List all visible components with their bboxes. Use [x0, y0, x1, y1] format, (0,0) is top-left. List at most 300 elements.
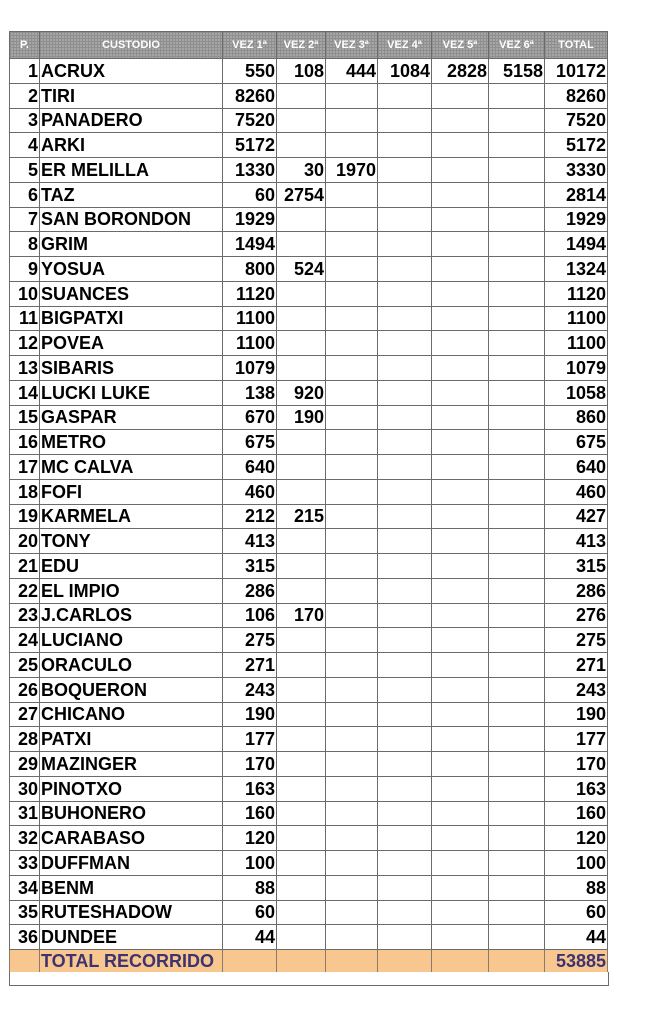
cell-vez-5	[432, 752, 489, 777]
cell-position: 5	[10, 158, 40, 183]
table-row	[10, 356, 608, 381]
cell-position: 21	[10, 554, 40, 579]
cell-vez-1: 1079	[223, 356, 277, 381]
cell-total: 1324	[545, 257, 608, 282]
header-vez-4: VEZ 4ª	[378, 32, 432, 59]
cell-vez-3	[326, 628, 378, 653]
cell-vez-2	[277, 331, 326, 356]
cell-custodio: CARABASO	[40, 826, 223, 851]
table-row	[10, 826, 608, 851]
cell-total: 163	[545, 776, 608, 801]
cell-vez-1: 1100	[223, 331, 277, 356]
cell-vez-6	[489, 702, 545, 727]
cell-position: 15	[10, 405, 40, 430]
cell-vez-4	[378, 603, 432, 628]
table-row	[10, 83, 608, 108]
cell-vez-1: 675	[223, 430, 277, 455]
cell-total: 276	[545, 603, 608, 628]
cell-vez-4	[378, 554, 432, 579]
cell-vez-3	[326, 653, 378, 678]
cell-custodio: BIGPATXI	[40, 306, 223, 331]
cell-position: 3	[10, 108, 40, 133]
cell-position: 17	[10, 455, 40, 480]
cell-vez-6	[489, 257, 545, 282]
table-row	[10, 900, 608, 925]
cell-custodio: BENM	[40, 875, 223, 900]
cell-custodio: YOSUA	[40, 257, 223, 282]
cell-vez-2	[277, 727, 326, 752]
cell-custodio: GRIM	[40, 232, 223, 257]
footer-vez-6-blank	[489, 950, 545, 974]
cell-vez-1: 1100	[223, 306, 277, 331]
footer-total-label: TOTAL RECORRIDO	[40, 950, 223, 974]
cell-position: 20	[10, 529, 40, 554]
cell-total: 1494	[545, 232, 608, 257]
cell-vez-3: 1970	[326, 158, 378, 183]
cell-total: 413	[545, 529, 608, 554]
cell-vez-6	[489, 653, 545, 678]
table-row	[10, 529, 608, 554]
cell-vez-5	[432, 133, 489, 158]
cell-vez-6	[489, 776, 545, 801]
cell-vez-6: 5158	[489, 59, 545, 84]
cell-vez-6	[489, 232, 545, 257]
cell-position: 36	[10, 925, 40, 950]
cell-vez-5	[432, 776, 489, 801]
cell-custodio: MC CALVA	[40, 455, 223, 480]
cell-position: 27	[10, 702, 40, 727]
cell-vez-5	[432, 331, 489, 356]
cell-vez-1: 160	[223, 801, 277, 826]
cell-vez-2	[277, 653, 326, 678]
cell-vez-2	[277, 826, 326, 851]
cell-vez-6	[489, 430, 545, 455]
footer-total-value: 53885	[545, 950, 608, 974]
cell-vez-1: 413	[223, 529, 277, 554]
cell-vez-3	[326, 578, 378, 603]
cell-vez-4	[378, 182, 432, 207]
cell-vez-4	[378, 776, 432, 801]
cell-total: 1058	[545, 380, 608, 405]
cell-position: 33	[10, 851, 40, 876]
cell-vez-4	[378, 801, 432, 826]
cell-position: 31	[10, 801, 40, 826]
table-row	[10, 603, 608, 628]
cell-vez-5	[432, 727, 489, 752]
cell-position: 10	[10, 281, 40, 306]
cell-vez-3	[326, 925, 378, 950]
cell-vez-2: 920	[277, 380, 326, 405]
cell-vez-5	[432, 875, 489, 900]
cell-vez-2	[277, 925, 326, 950]
cell-vez-2: 170	[277, 603, 326, 628]
cell-position: 9	[10, 257, 40, 282]
table-row	[10, 752, 608, 777]
cell-vez-6	[489, 455, 545, 480]
cell-vez-6	[489, 405, 545, 430]
cell-position: 23	[10, 603, 40, 628]
cell-custodio: MAZINGER	[40, 752, 223, 777]
cell-custodio: PATXI	[40, 727, 223, 752]
cell-vez-1: 163	[223, 776, 277, 801]
cell-vez-4	[378, 875, 432, 900]
cell-vez-4	[378, 356, 432, 381]
cell-vez-2	[277, 851, 326, 876]
cell-total: 1100	[545, 331, 608, 356]
cell-vez-1: 7520	[223, 108, 277, 133]
cell-custodio: TONY	[40, 529, 223, 554]
cell-vez-3	[326, 331, 378, 356]
cell-custodio: J.CARLOS	[40, 603, 223, 628]
cell-vez-4	[378, 430, 432, 455]
cell-vez-6	[489, 603, 545, 628]
cell-vez-6	[489, 281, 545, 306]
table-row	[10, 455, 608, 480]
cell-vez-1: 190	[223, 702, 277, 727]
cell-vez-4	[378, 900, 432, 925]
table-row	[10, 628, 608, 653]
table-bottom-frame	[9, 972, 609, 986]
cell-total: 1120	[545, 281, 608, 306]
table-row	[10, 108, 608, 133]
cell-vez-2	[277, 801, 326, 826]
cell-custodio: POVEA	[40, 331, 223, 356]
cell-total: 315	[545, 554, 608, 579]
cell-custodio: ARKI	[40, 133, 223, 158]
cell-custodio: EDU	[40, 554, 223, 579]
cell-vez-3	[326, 380, 378, 405]
cell-vez-5	[432, 925, 489, 950]
cell-vez-5	[432, 677, 489, 702]
cell-vez-1: 100	[223, 851, 277, 876]
cell-vez-3	[326, 479, 378, 504]
cell-vez-4	[378, 925, 432, 950]
cell-vez-3: 444	[326, 59, 378, 84]
cell-vez-5	[432, 380, 489, 405]
cell-vez-2	[277, 677, 326, 702]
cell-total: 120	[545, 826, 608, 851]
cell-vez-6	[489, 727, 545, 752]
cell-vez-4	[378, 702, 432, 727]
cell-vez-2	[277, 108, 326, 133]
cell-custodio: BUHONERO	[40, 801, 223, 826]
cell-vez-6	[489, 752, 545, 777]
cell-position: 11	[10, 306, 40, 331]
table-row	[10, 702, 608, 727]
cell-vez-3	[326, 702, 378, 727]
cell-custodio: CHICANO	[40, 702, 223, 727]
cell-total: 1929	[545, 207, 608, 232]
cell-vez-4	[378, 232, 432, 257]
cell-vez-3	[326, 405, 378, 430]
cell-total: 3330	[545, 158, 608, 183]
cell-total: 1079	[545, 356, 608, 381]
cell-vez-3	[326, 529, 378, 554]
header-vez-1: VEZ 1ª	[223, 32, 277, 59]
cell-custodio: ORACULO	[40, 653, 223, 678]
cell-custodio: DUNDEE	[40, 925, 223, 950]
header-custodio: CUSTODIO	[40, 32, 223, 59]
cell-vez-5	[432, 578, 489, 603]
cell-total: 170	[545, 752, 608, 777]
cell-vez-5	[432, 83, 489, 108]
cell-vez-4	[378, 83, 432, 108]
cell-vez-3	[326, 554, 378, 579]
cell-vez-1: 243	[223, 677, 277, 702]
cell-position: 7	[10, 207, 40, 232]
cell-vez-3	[326, 207, 378, 232]
cell-vez-5	[432, 479, 489, 504]
table-row	[10, 232, 608, 257]
cell-vez-6	[489, 356, 545, 381]
cell-vez-4	[378, 306, 432, 331]
cell-vez-3	[326, 306, 378, 331]
cell-vez-3	[326, 504, 378, 529]
footer-vez-2-blank	[277, 950, 326, 974]
table-row	[10, 851, 608, 876]
cell-total: 275	[545, 628, 608, 653]
cell-custodio: LUCIANO	[40, 628, 223, 653]
cell-vez-3	[326, 776, 378, 801]
cell-vez-1: 88	[223, 875, 277, 900]
cell-vez-6	[489, 158, 545, 183]
cell-vez-2: 2754	[277, 182, 326, 207]
cell-vez-3	[326, 232, 378, 257]
cell-vez-5	[432, 430, 489, 455]
table-footer	[10, 950, 608, 974]
cell-vez-2	[277, 356, 326, 381]
cell-vez-6	[489, 801, 545, 826]
cell-vez-5	[432, 653, 489, 678]
cell-vez-5	[432, 257, 489, 282]
cell-vez-5	[432, 356, 489, 381]
table-header	[10, 32, 608, 59]
cell-vez-2	[277, 455, 326, 480]
cell-custodio: SIBARIS	[40, 356, 223, 381]
cell-vez-2	[277, 628, 326, 653]
cell-vez-3	[326, 108, 378, 133]
cell-total: 675	[545, 430, 608, 455]
cell-total: 160	[545, 801, 608, 826]
cell-vez-3	[326, 875, 378, 900]
cell-position: 32	[10, 826, 40, 851]
cell-total: 460	[545, 479, 608, 504]
cell-position: 18	[10, 479, 40, 504]
cell-position: 35	[10, 900, 40, 925]
table-row	[10, 801, 608, 826]
cell-vez-4	[378, 405, 432, 430]
table-row	[10, 430, 608, 455]
cell-vez-4	[378, 380, 432, 405]
cell-vez-2: 215	[277, 504, 326, 529]
footer-vez-5-blank	[432, 950, 489, 974]
cell-vez-6	[489, 900, 545, 925]
cell-vez-5	[432, 504, 489, 529]
cell-vez-4	[378, 133, 432, 158]
cell-vez-6	[489, 331, 545, 356]
table-row	[10, 479, 608, 504]
cell-vez-1: 275	[223, 628, 277, 653]
cell-custodio: KARMELA	[40, 504, 223, 529]
table-row	[10, 554, 608, 579]
cell-custodio: GASPAR	[40, 405, 223, 430]
cell-total: 243	[545, 677, 608, 702]
cell-vez-6	[489, 529, 545, 554]
cell-vez-1: 1929	[223, 207, 277, 232]
cell-vez-1: 120	[223, 826, 277, 851]
cell-custodio: BOQUERON	[40, 677, 223, 702]
cell-position: 14	[10, 380, 40, 405]
cell-position: 16	[10, 430, 40, 455]
cell-total: 7520	[545, 108, 608, 133]
cell-vez-2	[277, 207, 326, 232]
cell-vez-3	[326, 356, 378, 381]
cell-total: 177	[545, 727, 608, 752]
cell-vez-4	[378, 752, 432, 777]
table-row	[10, 653, 608, 678]
cell-vez-5	[432, 900, 489, 925]
cell-position: 34	[10, 875, 40, 900]
cell-position: 24	[10, 628, 40, 653]
cell-vez-1: 271	[223, 653, 277, 678]
cell-vez-5	[432, 529, 489, 554]
table-row	[10, 207, 608, 232]
cell-vez-5: 2828	[432, 59, 489, 84]
cell-total: 44	[545, 925, 608, 950]
cell-custodio: DUFFMAN	[40, 851, 223, 876]
cell-vez-1: 1120	[223, 281, 277, 306]
cell-vez-6	[489, 925, 545, 950]
cell-custodio: TAZ	[40, 182, 223, 207]
table-row	[10, 133, 608, 158]
table-row	[10, 306, 608, 331]
cell-total: 100	[545, 851, 608, 876]
footer-vez-3-blank	[326, 950, 378, 974]
header-pos: P.	[10, 32, 40, 59]
cell-vez-2	[277, 554, 326, 579]
table-row	[10, 875, 608, 900]
cell-vez-2	[277, 479, 326, 504]
cell-vez-4	[378, 727, 432, 752]
cell-vez-1: 1330	[223, 158, 277, 183]
cell-vez-2	[277, 232, 326, 257]
cell-vez-6	[489, 504, 545, 529]
cell-total: 427	[545, 504, 608, 529]
cell-vez-1: 286	[223, 578, 277, 603]
cell-total: 271	[545, 653, 608, 678]
cell-custodio: PINOTXO	[40, 776, 223, 801]
cell-vez-4	[378, 628, 432, 653]
cell-vez-2	[277, 133, 326, 158]
cell-vez-2	[277, 430, 326, 455]
ranking-table-container	[9, 31, 607, 974]
cell-vez-2: 190	[277, 405, 326, 430]
cell-vez-5	[432, 455, 489, 480]
cell-vez-4	[378, 504, 432, 529]
cell-position: 28	[10, 727, 40, 752]
cell-vez-4	[378, 455, 432, 480]
cell-total: 640	[545, 455, 608, 480]
cell-vez-2	[277, 702, 326, 727]
header-row	[10, 32, 608, 59]
table-row	[10, 182, 608, 207]
cell-position: 13	[10, 356, 40, 381]
cell-vez-3	[326, 752, 378, 777]
cell-vez-5	[432, 702, 489, 727]
table-body	[10, 59, 608, 950]
cell-total: 860	[545, 405, 608, 430]
cell-vez-3	[326, 801, 378, 826]
cell-vez-5	[432, 405, 489, 430]
cell-vez-5	[432, 826, 489, 851]
cell-vez-5	[432, 108, 489, 133]
header-vez-3: VEZ 3ª	[326, 32, 378, 59]
cell-vez-4	[378, 851, 432, 876]
cell-vez-6	[489, 207, 545, 232]
cell-vez-4	[378, 578, 432, 603]
footer-row	[10, 950, 608, 974]
cell-vez-1: 60	[223, 900, 277, 925]
cell-total: 1100	[545, 306, 608, 331]
cell-vez-2	[277, 281, 326, 306]
cell-vez-6	[489, 875, 545, 900]
table-row	[10, 727, 608, 752]
footer-vez-1-blank	[223, 950, 277, 974]
cell-vez-3	[326, 851, 378, 876]
cell-vez-4	[378, 207, 432, 232]
table-row	[10, 380, 608, 405]
cell-vez-5	[432, 182, 489, 207]
cell-vez-2	[277, 83, 326, 108]
cell-vez-1: 550	[223, 59, 277, 84]
cell-total: 5172	[545, 133, 608, 158]
cell-custodio: EL IMPIO	[40, 578, 223, 603]
cell-vez-6	[489, 108, 545, 133]
cell-vez-2	[277, 776, 326, 801]
cell-vez-4	[378, 653, 432, 678]
cell-vez-3	[326, 83, 378, 108]
table-row	[10, 331, 608, 356]
cell-vez-6	[489, 479, 545, 504]
cell-custodio: METRO	[40, 430, 223, 455]
cell-vez-4	[378, 529, 432, 554]
cell-vez-3	[326, 826, 378, 851]
cell-vez-3	[326, 133, 378, 158]
table-row	[10, 59, 608, 84]
cell-vez-4	[378, 826, 432, 851]
cell-position: 22	[10, 578, 40, 603]
cell-vez-5	[432, 801, 489, 826]
cell-vez-5	[432, 207, 489, 232]
cell-position: 1	[10, 59, 40, 84]
cell-vez-6	[489, 826, 545, 851]
cell-vez-4	[378, 281, 432, 306]
cell-total: 60	[545, 900, 608, 925]
table-row	[10, 776, 608, 801]
cell-vez-4	[378, 108, 432, 133]
cell-vez-6	[489, 306, 545, 331]
table-row	[10, 281, 608, 306]
cell-vez-1: 315	[223, 554, 277, 579]
cell-vez-2	[277, 578, 326, 603]
cell-vez-6	[489, 578, 545, 603]
cell-vez-4: 1084	[378, 59, 432, 84]
cell-custodio: SAN BORONDON	[40, 207, 223, 232]
cell-total: 88	[545, 875, 608, 900]
cell-vez-1: 60	[223, 182, 277, 207]
header-total: TOTAL	[545, 32, 608, 59]
header-vez-2: VEZ 2ª	[277, 32, 326, 59]
